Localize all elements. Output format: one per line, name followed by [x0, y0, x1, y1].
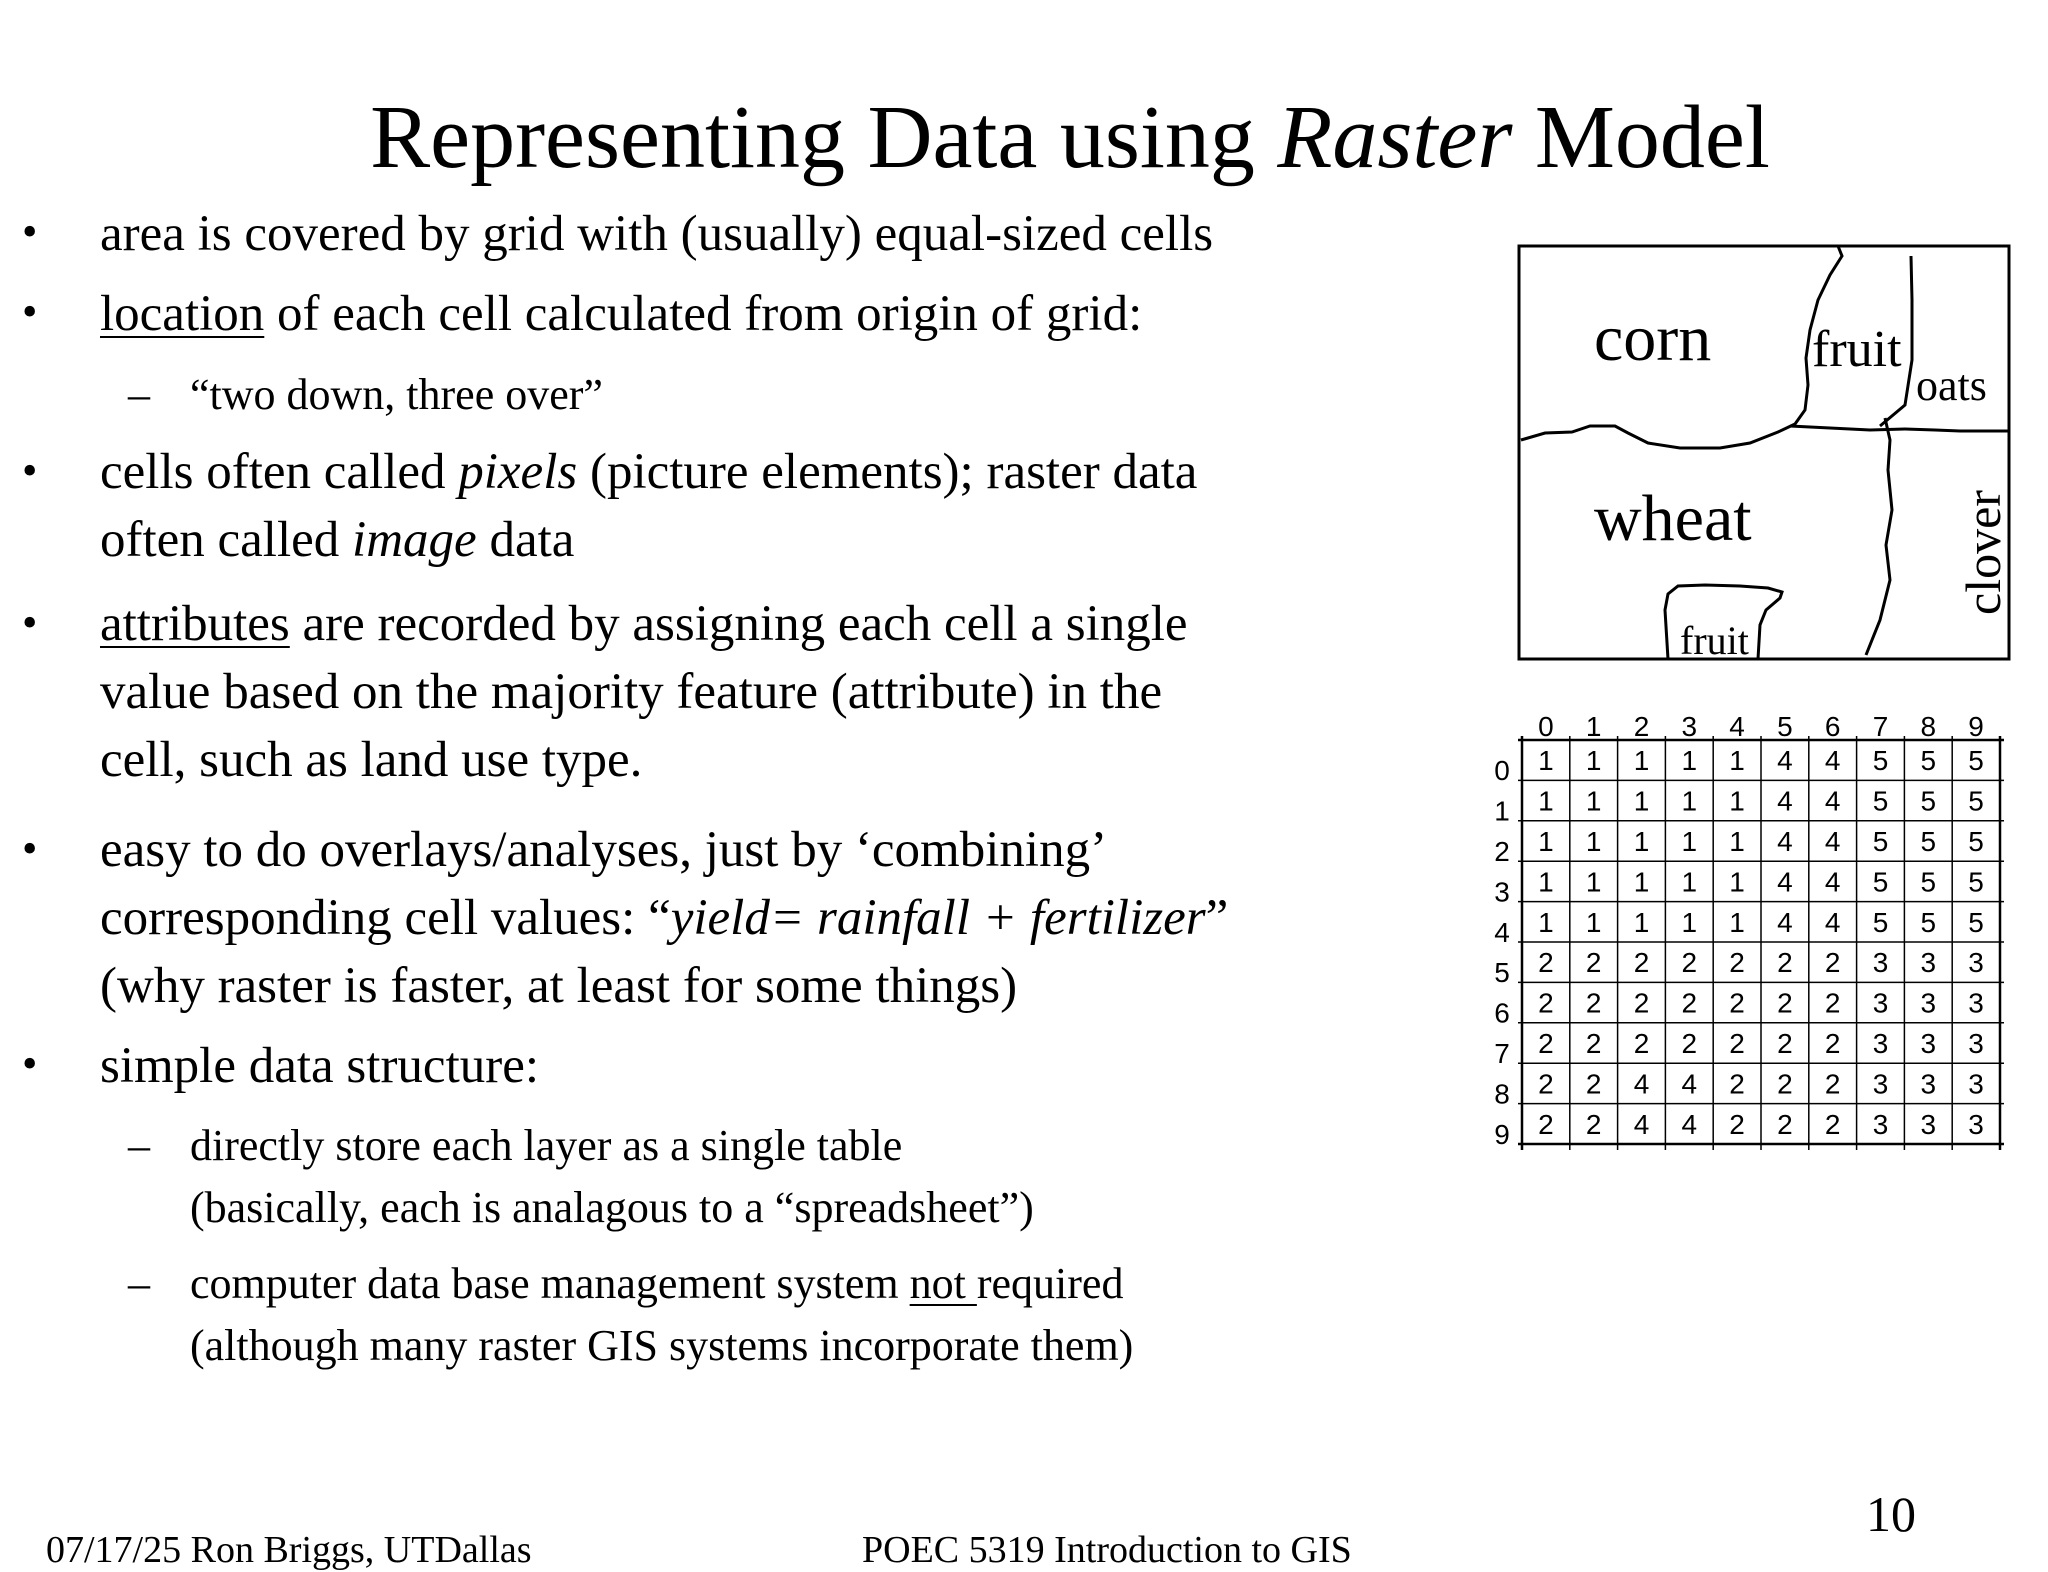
title-part2: Model — [1512, 88, 1770, 187]
grid-cell: 1 — [1681, 906, 1698, 938]
grid-row-label: 0 — [1494, 755, 1510, 787]
grid-cell: 1 — [1633, 866, 1650, 898]
grid-cell: 2 — [1777, 987, 1793, 1019]
grid-cell: 2 — [1681, 1028, 1698, 1059]
bullet-5-close-quote: ” — [1205, 890, 1229, 946]
grid-cell: 2 — [1824, 1068, 1841, 1100]
footer-left: 07/17/25 Ron Briggs, UTDallas — [46, 1529, 532, 1571]
dash-marker: – — [128, 1121, 150, 1170]
grid-cell: 2 — [1538, 1028, 1554, 1059]
bullet-6-sub-1-line-1: directly store each layer as a single table — [190, 1121, 903, 1170]
grid-row-label: 3 — [1494, 876, 1510, 908]
grid-row-label: 7 — [1494, 1038, 1510, 1069]
grid-cell: 1 — [1681, 785, 1698, 817]
grid-cell: 2 — [1585, 987, 1602, 1019]
grid-cell: 1 — [1538, 785, 1554, 817]
grid-cell: 2 — [1777, 1108, 1793, 1140]
grid-cell: 5 — [1920, 866, 1937, 898]
grid-cell: 4 — [1824, 785, 1841, 817]
grid-cell: 5 — [1920, 826, 1937, 857]
bullet-marker: • — [22, 598, 38, 647]
bullet-3-text-b: (picture elements); raster data — [577, 444, 1198, 500]
grid-cell: 4 — [1777, 906, 1793, 938]
grid-cell: 1 — [1729, 826, 1745, 857]
grid-cell: 1 — [1585, 745, 1602, 777]
bullet-marker: • — [22, 446, 38, 495]
bullet-1-text: area is covered by grid with (usually) equal-sized cells — [100, 206, 1214, 262]
grid-row-label: 2 — [1494, 836, 1510, 867]
grid-row-label: 1 — [1494, 795, 1510, 827]
grid-cell: 2 — [1777, 1028, 1793, 1059]
grid-cell: 2 — [1824, 1108, 1841, 1140]
bullet-6: simple data structure: — [100, 1038, 540, 1094]
grid-cell: 2 — [1538, 987, 1554, 1019]
grid-cell: 2 — [1633, 1028, 1650, 1059]
grid-cell: 2 — [1538, 1068, 1554, 1100]
bullet-marker: • — [22, 1039, 38, 1088]
grid-cell: 4 — [1824, 745, 1841, 777]
label-fruit-bottom: fruit — [1680, 618, 1749, 663]
label-oats: oats — [1916, 361, 1987, 410]
grid-cell: 5 — [1872, 866, 1889, 898]
grid-cell: 5 — [1920, 745, 1937, 777]
bullet-5-line-3: (why raster is faster, at least for some things) — [100, 958, 1018, 1014]
grid-col-label: 6 — [1824, 711, 1841, 742]
grid-cell: 4 — [1633, 1108, 1650, 1140]
grid-cell: 5 — [1872, 785, 1889, 817]
grid-cell: 2 — [1824, 987, 1841, 1019]
bullet-3-italic-image: image — [352, 512, 477, 568]
label-corn: corn — [1594, 302, 1712, 375]
grid-cell: 2 — [1585, 947, 1602, 979]
grid-cell: 2 — [1681, 947, 1698, 979]
grid-cell: 1 — [1681, 745, 1698, 777]
grid-cell: 2 — [1633, 987, 1650, 1019]
footer-center: POEC 5319 Introduction to GIS — [862, 1529, 1352, 1571]
grid-col-label: 0 — [1538, 711, 1554, 742]
grid-cell: 2 — [1729, 987, 1745, 1019]
grid-cell: 3 — [1920, 987, 1937, 1019]
bullet-6-sub-2-line-2: (although many raster GIS systems incorporate them) — [190, 1321, 1134, 1370]
grid-cell: 2 — [1777, 1068, 1793, 1100]
grid-cell: 1 — [1585, 826, 1602, 857]
grid-cell: 1 — [1681, 826, 1698, 857]
bullet-4-line-2: value based on the majority feature (attribute) in the — [100, 664, 1163, 720]
grid-cell: 3 — [1968, 1068, 1984, 1100]
bullet-marker: • — [22, 287, 38, 336]
bullet-6-sub-2-text-a: computer data base management system — [190, 1259, 910, 1308]
grid-cell: 3 — [1968, 1028, 1984, 1059]
grid-row-label: 6 — [1494, 997, 1510, 1029]
grid-cell: 5 — [1872, 826, 1889, 857]
grid-cell: 3 — [1920, 947, 1937, 979]
label-wheat: wheat — [1594, 482, 1752, 555]
grid-cell: 1 — [1538, 866, 1554, 898]
grid-col-label: 7 — [1872, 711, 1889, 742]
grid-cell: 2 — [1538, 947, 1554, 979]
title-italic: Raster — [1277, 88, 1513, 187]
grid-cell: 3 — [1920, 1028, 1937, 1059]
dash-marker: – — [128, 1259, 150, 1308]
grid-cell: 2 — [1729, 1068, 1745, 1100]
grid-cell: 3 — [1968, 987, 1984, 1019]
grid-cell: 2 — [1729, 1108, 1745, 1140]
dash-marker: – — [128, 370, 150, 419]
bullet-2-sub-text: “two down, three over” — [190, 370, 603, 419]
bullet-marker: • — [22, 824, 38, 873]
grid-row-label: 5 — [1494, 957, 1510, 989]
grid-cell: 3 — [1920, 1068, 1937, 1100]
grid-cell: 2 — [1681, 987, 1698, 1019]
grid-cell: 4 — [1681, 1068, 1698, 1100]
bullet-4-text-a: are recorded by assigning each cell a single — [289, 596, 1188, 652]
grid-cell: 5 — [1968, 785, 1984, 817]
grid-cell: 3 — [1968, 947, 1984, 979]
grid-cell: 5 — [1920, 906, 1937, 938]
grid-cell: 2 — [1585, 1028, 1602, 1059]
grid-cell: 4 — [1824, 906, 1841, 938]
bullet-4-underlined: attributes — [100, 596, 290, 652]
bullet-4-line-3: cell, such as land use type. — [100, 732, 643, 788]
grid-cell: 1 — [1633, 906, 1650, 938]
bullet-2-rest: of each cell calculated from origin of grid: — [264, 286, 1143, 342]
grid-cell: 4 — [1777, 826, 1793, 857]
grid-cell: 5 — [1968, 906, 1984, 938]
bullet-3-text-d: data — [476, 512, 575, 568]
grid-cell: 2 — [1585, 1108, 1602, 1140]
grid-cell: 1 — [1585, 906, 1602, 938]
grid-cell: 1 — [1729, 785, 1745, 817]
grid-cell: 3 — [1872, 987, 1889, 1019]
grid-cell: 1 — [1585, 785, 1602, 817]
bullet-6-sub-2-underlined: not — [909, 1259, 977, 1308]
grid-cell: 1 — [1681, 866, 1698, 898]
grid-cell: 2 — [1633, 947, 1650, 979]
grid-cell: 4 — [1633, 1068, 1650, 1100]
grid-cell: 5 — [1968, 826, 1984, 857]
grid-cell: 5 — [1968, 745, 1984, 777]
grid-cell: 5 — [1968, 866, 1984, 898]
grid-cell: 4 — [1681, 1108, 1698, 1140]
grid-cell: 2 — [1585, 1068, 1602, 1100]
grid-row-label: 4 — [1494, 916, 1510, 948]
grid-cell: 2 — [1538, 1108, 1554, 1140]
grid-cell: 2 — [1777, 947, 1793, 979]
grid-cell: 1 — [1633, 826, 1650, 857]
grid-col-label: 1 — [1585, 711, 1602, 742]
bullet-2-underlined: location — [100, 286, 265, 342]
grid-cell: 1 — [1729, 745, 1745, 777]
grid-cell: 5 — [1872, 745, 1889, 777]
grid-cell: 4 — [1824, 866, 1841, 898]
grid-cell: 1 — [1633, 785, 1650, 817]
grid-cell: 2 — [1729, 947, 1745, 979]
grid-row-label: 8 — [1494, 1078, 1510, 1110]
grid-cell: 2 — [1824, 1028, 1841, 1059]
grid-cell: 1 — [1729, 866, 1745, 898]
bullet-5-line-1: easy to do overlays/analyses, just by ‘combining’ — [100, 822, 1108, 878]
grid-cell: 1 — [1729, 906, 1745, 938]
grid-row-label: 9 — [1494, 1118, 1510, 1150]
bullet-3-text-a: cells often called — [100, 444, 459, 500]
bullet-marker: • — [22, 207, 38, 256]
bullet-3-italic-pixels: pixels — [458, 444, 578, 500]
grid-cell: 1 — [1538, 826, 1554, 857]
grid-col-label: 3 — [1681, 711, 1698, 742]
grid-cell: 1 — [1538, 906, 1554, 938]
bullet-5-formula: yield= rainfall + fertilizer — [670, 890, 1206, 946]
grid-cell: 3 — [1920, 1108, 1937, 1140]
bullet-5-text-b: corresponding cell values: “ — [100, 890, 671, 946]
grid-col-label: 5 — [1777, 711, 1793, 742]
grid-cell: 4 — [1824, 826, 1841, 857]
grid-cell: 5 — [1920, 785, 1937, 817]
grid-cell: 2 — [1729, 1028, 1745, 1059]
grid-cell: 3 — [1968, 1108, 1984, 1140]
page-number: 10 — [1866, 1486, 1916, 1542]
grid-cell: 4 — [1777, 785, 1793, 817]
grid-col-label: 8 — [1920, 711, 1937, 742]
grid-cell: 1 — [1633, 745, 1650, 777]
title-part1: Representing Data using — [370, 88, 1278, 187]
bullet-6-sub-2-text-b: required — [976, 1259, 1124, 1308]
grid-cell: 3 — [1872, 1108, 1889, 1140]
grid-cell: 2 — [1824, 947, 1841, 979]
grid-cell: 1 — [1538, 745, 1554, 777]
grid-cell: 3 — [1872, 947, 1889, 979]
bullet-3-text-c: often called — [100, 512, 353, 568]
grid-cell: 3 — [1872, 1028, 1889, 1059]
grid-cell: 1 — [1585, 866, 1602, 898]
grid-cell: 5 — [1872, 906, 1889, 938]
grid-cell: 4 — [1777, 866, 1793, 898]
bullet-6-sub-1-line-2: (basically, each is analagous to a “spreadsheet”) — [190, 1183, 1034, 1232]
label-clover: clover — [1955, 490, 2011, 615]
label-fruit-top: fruit — [1812, 321, 1902, 378]
grid-col-label: 4 — [1729, 711, 1745, 742]
grid-cell: 4 — [1777, 745, 1793, 777]
grid-col-label: 9 — [1968, 711, 1984, 742]
grid-col-label: 2 — [1633, 711, 1650, 742]
grid-cell: 3 — [1872, 1068, 1889, 1100]
